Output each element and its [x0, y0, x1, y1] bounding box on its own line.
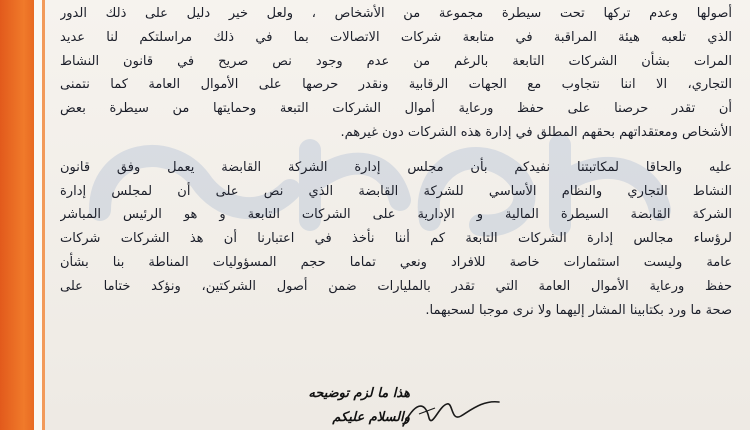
- left-border-stripe: [0, 0, 34, 430]
- closing-line-1: هذا ما لزم توضيحه: [308, 386, 410, 401]
- paragraph-1-line: المرات بشأن الشركات التابعة بالرغم من عدم وجود نص صريح في قانون النشاط: [60, 53, 732, 69]
- paragraph-2-line: النشاط التجاري والنظام الأساسي للشركة القابضة الذي نص على أن لمجلس إدارة: [60, 183, 732, 199]
- paragraph-2-line: عليه والحاقا لمكاتبتنا نفيدكم بأن مجلس إدارة الشركة القابضة يعمل وفق قانون: [60, 159, 732, 175]
- paragraph-2: [60, 156, 732, 323]
- paragraph-2-line: عامة وليست استثمارات خاصة للافراد ونعي تماما حجم المسؤوليات المناطة بنا بشأن: [60, 254, 732, 270]
- handwritten-signature: [395, 396, 505, 430]
- closing-line-2: والسلام عليكم: [332, 410, 410, 425]
- paragraph-1: [60, 2, 732, 145]
- left-border-gap: [34, 0, 42, 430]
- paragraph-2-line: لرؤساء مجالس إدارة الشركات التابعة كم أننا نأخذ في اعتبارنا أن هذ الشركات شركات: [60, 231, 732, 247]
- left-border-thin-line: [42, 0, 45, 430]
- paragraph-1-line: التجاري، الا اننا نتجاوب مع الجهات الرقابية ونقدر حرصها على الأموال العامة كما نتمنى: [60, 77, 732, 93]
- paragraph-1-line: الذي تلعبه هيئة المراقبة في متابعة شركات الاتصالات بما في ذلك مراسلتكم لنا عديد: [60, 29, 732, 45]
- paragraph-2-line: الشركة القابضة السيطرة المالية و الإدارية على الشركات التابعة و هو الرئيس المباشر: [60, 207, 732, 223]
- paragraph-2-line: حفظ ورعاية الأموال العامة التي تقدر بالمليارات ضمن أصول الشركتين، ونؤكد ختاما على: [60, 278, 732, 294]
- paragraph-2-line: صحة ما ورد بكتابينا المشار إليهما ولا نرى موجبا لسحبهما.: [425, 302, 732, 318]
- closing-block: [300, 382, 410, 430]
- paragraph-1-line: أن تقدر حرصنا على حفظ ورعاية أموال الشركات التبعة وحمايتها من سيطرة بعض: [60, 101, 732, 117]
- letter-body: [60, 2, 732, 322]
- paragraph-1-line: أصولها وعدم تركها تحت سيطرة مجموعة من الأشخاص ، ولعل خير دليل على ذلك الدور: [60, 6, 732, 21]
- paragraph-1-line: الأشخاص ومعتقداتهم بحقهم المطلق في إدارة هذه الشركات دون غيرهم.: [340, 124, 732, 140]
